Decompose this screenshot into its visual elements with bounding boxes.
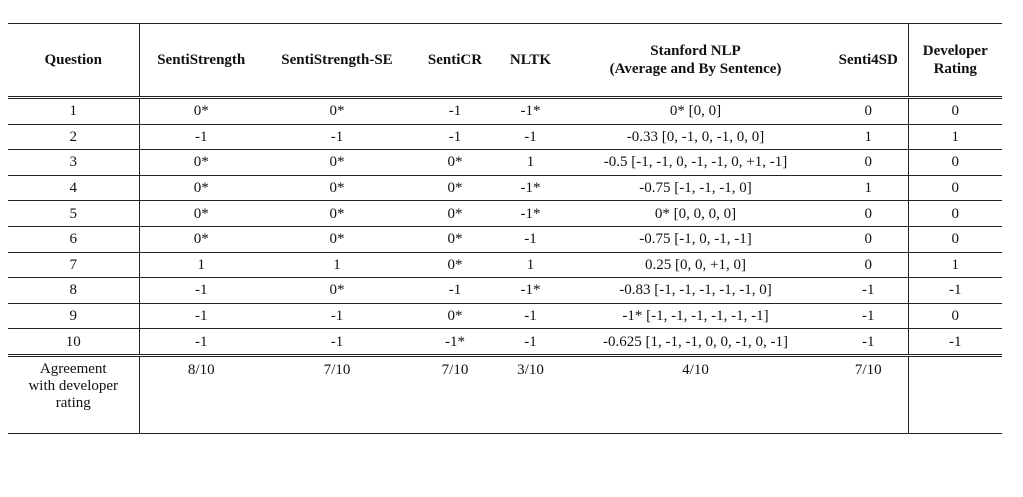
table-row bbox=[8, 201, 1002, 227]
table-cell: -1 bbox=[908, 329, 1002, 356]
table-cell: -0.33 [0, -1, 0, -1, 0, 0] bbox=[562, 124, 829, 150]
table-cell: 4 bbox=[8, 175, 139, 201]
table-cell: 0 bbox=[829, 201, 908, 227]
table-cell: 0* bbox=[411, 175, 499, 201]
table-cell: -1 bbox=[829, 303, 908, 329]
header-nltk: NLTK bbox=[499, 24, 562, 98]
header-senti4sd: Senti4SD bbox=[829, 24, 908, 98]
agreement-value: 7/10 bbox=[411, 355, 499, 433]
agreement-value: 7/10 bbox=[263, 355, 411, 433]
table-body bbox=[8, 98, 1002, 356]
table-cell: -1* bbox=[499, 278, 562, 304]
table-cell: 0* bbox=[411, 226, 499, 252]
sentiment-comparison-table bbox=[8, 23, 1002, 434]
table-cell: 0* [0, 0] bbox=[562, 98, 829, 125]
table-cell: 0 bbox=[908, 98, 1002, 125]
table-row bbox=[8, 226, 1002, 252]
table-cell: -1 bbox=[411, 278, 499, 304]
table-cell: 0* bbox=[411, 150, 499, 176]
table-cell: -1 bbox=[829, 278, 908, 304]
header-developer-rating: Developer Rating bbox=[908, 24, 1002, 98]
table-cell: -1* bbox=[411, 329, 499, 356]
agreement-value bbox=[908, 355, 1002, 433]
table-cell: -1* bbox=[499, 201, 562, 227]
table-cell: 0 bbox=[829, 150, 908, 176]
table-cell: 0* bbox=[139, 201, 263, 227]
table-cell: -0.75 [-1, -1, -1, 0] bbox=[562, 175, 829, 201]
table-cell: -1 bbox=[829, 329, 908, 356]
agreement-label: Agreement with developer rating bbox=[8, 355, 139, 433]
table-cell: -1 bbox=[499, 124, 562, 150]
agreement-value: 7/10 bbox=[829, 355, 908, 433]
table-cell: 0* bbox=[139, 98, 263, 125]
table-cell: 0* bbox=[263, 98, 411, 125]
table-row bbox=[8, 150, 1002, 176]
table-cell: -1 bbox=[263, 303, 411, 329]
table-cell: 7 bbox=[8, 252, 139, 278]
table-cell: -1 bbox=[499, 329, 562, 356]
table-cell: -1 bbox=[499, 303, 562, 329]
table-cell: 0 bbox=[829, 226, 908, 252]
table-row bbox=[8, 252, 1002, 278]
table-cell: -1 bbox=[139, 124, 263, 150]
table-cell: 0 bbox=[908, 201, 1002, 227]
table-cell: -0.5 [-1, -1, 0, -1, -1, 0, +1, -1] bbox=[562, 150, 829, 176]
table-cell: 1 bbox=[829, 124, 908, 150]
table-row bbox=[8, 329, 1002, 356]
table-cell: 8 bbox=[8, 278, 139, 304]
table-cell: 0* [0, 0, 0, 0] bbox=[562, 201, 829, 227]
table-cell: 0* bbox=[263, 150, 411, 176]
table-cell: 0* bbox=[411, 201, 499, 227]
table-cell: 1 bbox=[908, 252, 1002, 278]
table-cell: 0 bbox=[908, 226, 1002, 252]
table-cell: -1 bbox=[139, 278, 263, 304]
table-cell: -0.83 [-1, -1, -1, -1, -1, 0] bbox=[562, 278, 829, 304]
table-cell: -1 bbox=[499, 226, 562, 252]
results-table-container bbox=[8, 23, 1002, 434]
table-cell: 0 bbox=[908, 175, 1002, 201]
table-cell: 5 bbox=[8, 201, 139, 227]
table-cell: -1 bbox=[263, 124, 411, 150]
table-row bbox=[8, 98, 1002, 125]
table-cell: 0 bbox=[908, 303, 1002, 329]
table-cell: -0.625 [1, -1, -1, 0, 0, -1, 0, -1] bbox=[562, 329, 829, 356]
table-cell: 0* bbox=[139, 175, 263, 201]
table-cell: -1* bbox=[499, 175, 562, 201]
header-question: Question bbox=[8, 24, 139, 98]
table-cell: 0* bbox=[139, 226, 263, 252]
table-cell: 0* bbox=[411, 252, 499, 278]
header-stanford-nlp: Stanford NLP (Average and By Sentence) bbox=[562, 24, 829, 98]
table-cell: 1 bbox=[263, 252, 411, 278]
table-cell: 0* bbox=[263, 201, 411, 227]
agreement-value: 3/10 bbox=[499, 355, 562, 433]
table-row bbox=[8, 124, 1002, 150]
table-cell: 1 bbox=[499, 252, 562, 278]
table-cell: -1 bbox=[263, 329, 411, 356]
header-sentistrength: SentiStrength bbox=[139, 24, 263, 98]
table-cell: 2 bbox=[8, 124, 139, 150]
table-cell: 0* bbox=[263, 226, 411, 252]
agreement-value: 8/10 bbox=[139, 355, 263, 433]
header-senticr: SentiCR bbox=[411, 24, 499, 98]
table-cell: 0 bbox=[908, 150, 1002, 176]
table-cell: 0* bbox=[411, 303, 499, 329]
table-cell: 0* bbox=[139, 150, 263, 176]
table-cell: 0 bbox=[829, 98, 908, 125]
table-cell: 6 bbox=[8, 226, 139, 252]
table-cell: 9 bbox=[8, 303, 139, 329]
table-cell: 3 bbox=[8, 150, 139, 176]
table-cell: 1 bbox=[8, 98, 139, 125]
table-cell: -1* bbox=[499, 98, 562, 125]
agreement-value: 4/10 bbox=[562, 355, 829, 433]
table-cell: 0* bbox=[263, 278, 411, 304]
table-cell: 0* bbox=[263, 175, 411, 201]
table-cell: -1 bbox=[139, 329, 263, 356]
table-cell: -1 bbox=[139, 303, 263, 329]
table-cell: -1 bbox=[908, 278, 1002, 304]
table-cell: 1 bbox=[908, 124, 1002, 150]
table-cell: -1 bbox=[411, 98, 499, 125]
table-cell: -1* [-1, -1, -1, -1, -1, -1] bbox=[562, 303, 829, 329]
header-sentistrength-se: SentiStrength-SE bbox=[263, 24, 411, 98]
table-cell: 1 bbox=[499, 150, 562, 176]
table-cell: 1 bbox=[829, 175, 908, 201]
table-row bbox=[8, 175, 1002, 201]
table-cell: -1 bbox=[411, 124, 499, 150]
table-row bbox=[8, 278, 1002, 304]
table-cell: -0.75 [-1, 0, -1, -1] bbox=[562, 226, 829, 252]
table-cell: 1 bbox=[139, 252, 263, 278]
agreement-row bbox=[8, 355, 1002, 433]
table-cell: 0.25 [0, 0, +1, 0] bbox=[562, 252, 829, 278]
table-cell: 0 bbox=[829, 252, 908, 278]
table-row bbox=[8, 303, 1002, 329]
header-row bbox=[8, 24, 1002, 98]
table-cell: 10 bbox=[8, 329, 139, 356]
